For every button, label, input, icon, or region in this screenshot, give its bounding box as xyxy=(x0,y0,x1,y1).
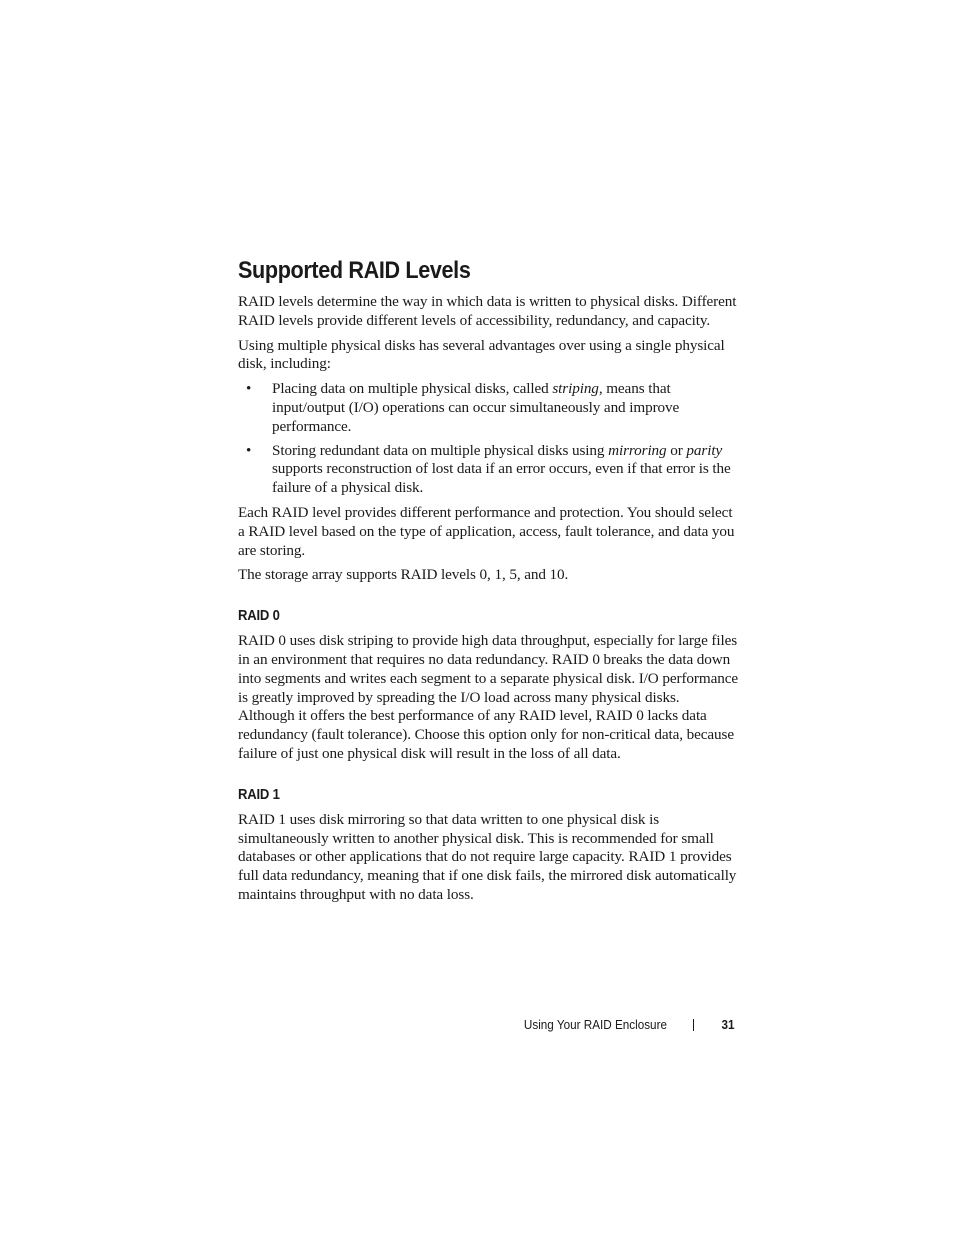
page-title: Supported RAID Levels xyxy=(238,257,471,284)
section-heading-raid1: RAID 1 xyxy=(238,786,280,803)
body-paragraph-3: Each RAID level provides different performance and protection. You should select a RAID level based on the type of application, access, fault tolerance, and data you are storing. xyxy=(238,503,735,559)
intro-paragraph-1: RAID levels determine the way in which data is written to physical disks. Different RAID levels provide different levels of accessibility, redundancy, and capacity. xyxy=(238,293,737,329)
term-mirroring: mirroring xyxy=(608,441,667,459)
list-item-text: Storing redundant data on multiple physical disks using xyxy=(272,441,609,459)
page-number: 31 xyxy=(720,1017,734,1032)
list-item-text: Placing data on multiple physical disks, called xyxy=(272,380,553,398)
term-striping: striping xyxy=(552,380,599,398)
footer-section-title: Using Your RAID Enclosure xyxy=(523,1017,667,1032)
raid1-paragraph: RAID 1 uses disk mirroring so that data written to one physical disk is simultaneously written to another physical disk. This is recommended for small databases or other applications that do not require large capacity. RAID 1 provides full data redundancy, meaning that if one disk fails, the mirrored disk automatically maintains throughput with no data loss. xyxy=(238,810,737,903)
page-content xyxy=(238,256,738,911)
list-item xyxy=(238,442,738,498)
bullet-icon: • xyxy=(246,441,252,459)
list-item xyxy=(238,380,738,436)
bullet-icon: • xyxy=(246,380,252,398)
raid0-paragraph: RAID 0 uses disk striping to provide high data throughput, especially for large files in an environment that requires no data redundancy. RAID 0 breaks the data down into segments and writes each segment to a separate physical disk. I/O performance is greatly improved by spreading the I/O load across many physical disks. Although it offers the best performance of any RAID level, RAID 0 lacks data redundancy (fault tolerance). Choose this option only for non-critical data, because failure of just one physical disk will result in the loss of all data. xyxy=(238,632,738,762)
term-parity: parity xyxy=(686,441,723,459)
list-item-text: , means that input/output (I/O) operations can occur simultaneously and improve performance. xyxy=(272,380,680,435)
page-footer xyxy=(0,1015,734,1035)
footer-divider xyxy=(693,1019,694,1031)
advantages-list xyxy=(238,380,738,498)
list-item-text: or xyxy=(666,441,687,459)
body-paragraph-4: The storage array supports RAID levels 0, 1, 5, and 10. xyxy=(238,566,569,584)
intro-paragraph-2: Using multiple physical disks has several advantages over using a single physical disk, including: xyxy=(238,336,725,373)
list-item-text: supports reconstruction of lost data if an error occurs, even if that error is the failure of a physical disk. xyxy=(272,460,731,497)
section-heading-raid0: RAID 0 xyxy=(238,608,280,625)
